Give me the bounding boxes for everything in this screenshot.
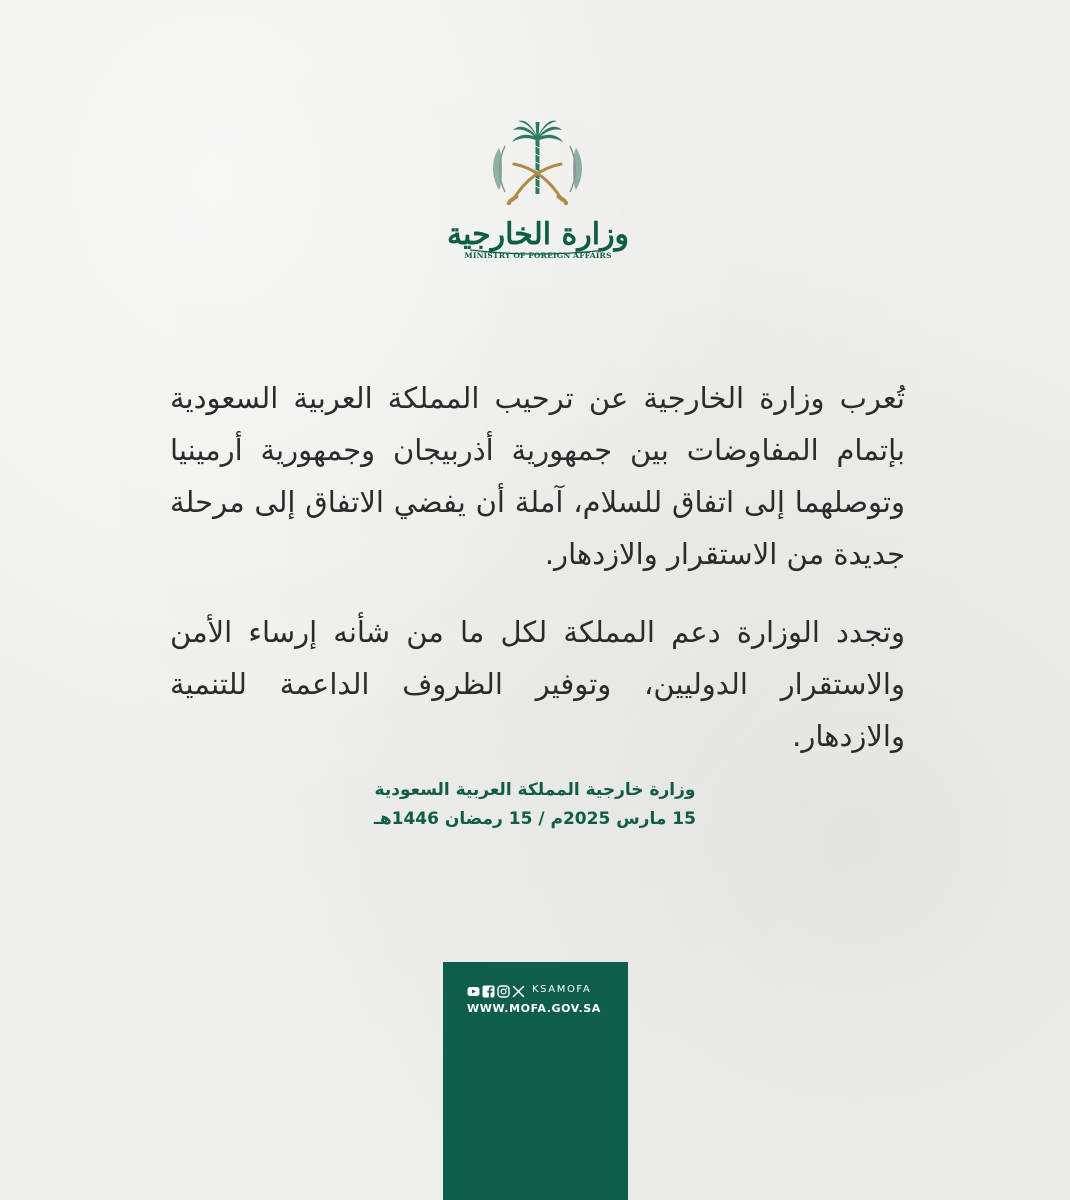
ministry-wordmark-english: MINISTRY OF FOREIGN AFFAIRS	[464, 251, 612, 260]
social-handle[interactable]: KSAMOFA	[532, 983, 592, 995]
wordmark-arabic-text: وزارة الخارجية	[446, 217, 630, 252]
x-icon[interactable]	[512, 983, 525, 996]
signature-date: 15 مارس 2025م / 15 رمضان 1446هـ	[374, 809, 696, 829]
statement-paragraph-2: وتجدد الوزارة دعم المملكة لكل ما من شأنه إرساء الأمن والاستقرار الدوليين، وتوفير الظروف الداعمة للتنمية والازدهار.	[170, 615, 905, 753]
youtube-icon[interactable]	[467, 983, 480, 996]
saudi-emblem-palm-swords-icon	[485, 118, 590, 210]
website-link[interactable]: WWW.MOFA.GOV.SA	[467, 1002, 601, 1015]
ministry-wordmark-arabic	[440, 208, 636, 256]
instagram-icon[interactable]	[497, 983, 510, 996]
statement-paragraph-1: تُعرب وزارة الخارجية عن ترحيب المملكة العربية السعودية بإتمام المفاوضات بين جمهورية أذربيجان وجمهورية أرمينيا وتوصلهما إلى اتفاق للسلام، آملة أن يفضي الاتفاق إلى مرحلة جديدة من الاستقرار والازدهار.	[170, 381, 905, 571]
signature-ministry-name: وزارة خارجية المملكة العربية السعودية	[374, 780, 696, 800]
social-links-row	[467, 982, 591, 996]
footer-contact-box	[443, 962, 628, 1200]
facebook-icon[interactable]	[482, 983, 495, 996]
